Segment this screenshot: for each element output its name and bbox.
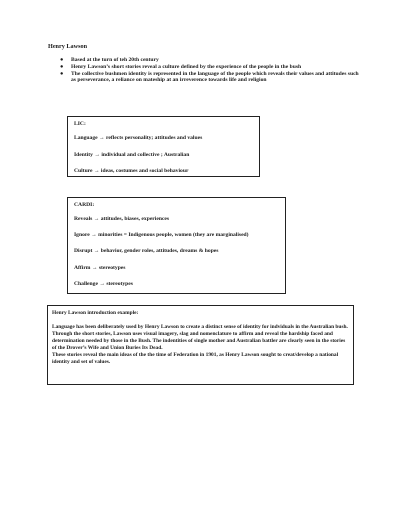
bullet-list xyxy=(60,57,360,84)
lic-row: Language → reflects personality; attitudes and values xyxy=(74,135,203,141)
example-paragraph: These stories reveal the main ideas of the the time of Federation in 1901, as Henry Lawson sought to creat/develop a national identity and set of values. xyxy=(52,352,339,365)
bullet-icon: ● xyxy=(60,70,64,77)
bullet-text: Henry Lawson’s short stories reveal a culture defined by the experience of the people in the bush xyxy=(71,63,302,70)
list-item xyxy=(60,71,360,85)
cardi-row: Disrupt → behavior, gender roles, attitudes, dreams & hopes xyxy=(74,248,219,255)
bullet-icon: ● xyxy=(60,63,64,70)
cardi-row: Ignore → minorities = Indigenous people, women (they are marginalised) xyxy=(74,232,249,239)
bullet-icon: ● xyxy=(60,57,64,63)
example-paragraph: Language has been deliberately used by Henry Lawson to create a distinct sense of identity for indviduals in the Australian bush. Through the short stories, Lawson uses visual imagery, slag and nomenclature to affirm and reveal the hardship faced and determination needed by those in the Bush. The indentities of single mother and Australian battler are clearly seen in the stories of the Drover’s Wife and Union Buries Its Dead. xyxy=(52,324,348,351)
cardi-row: Reveals → attitudes, biases, experiences xyxy=(74,216,170,222)
list-item xyxy=(60,57,360,64)
cardi-box xyxy=(67,197,286,294)
page-title: Henry Lawson xyxy=(48,43,88,50)
cardi-row: Challenge → stereotypes xyxy=(74,280,133,287)
example-box xyxy=(47,305,354,385)
lic-row: Identity → individual and collective ; Australian xyxy=(74,151,190,158)
list-item xyxy=(60,64,360,71)
lic-box xyxy=(67,116,260,177)
cardi-row: Affirm → stereotypes xyxy=(74,264,126,271)
lic-heading: LIC: xyxy=(74,121,86,127)
lic-row: Culture → ideas, costumes and social behaviour xyxy=(74,168,189,174)
bullet-text: Based at the turn of teh 20th century xyxy=(71,57,159,63)
bullet-text: The collective bushmen identity is represented in the language of the people which reveals their values and attitudes such as perseverance, a reliance on mateship at an irreverence towards life and religion xyxy=(71,70,359,84)
cardi-heading: CARDI: xyxy=(74,202,95,208)
example-heading: Henry Lawson introduction example: xyxy=(52,310,139,316)
